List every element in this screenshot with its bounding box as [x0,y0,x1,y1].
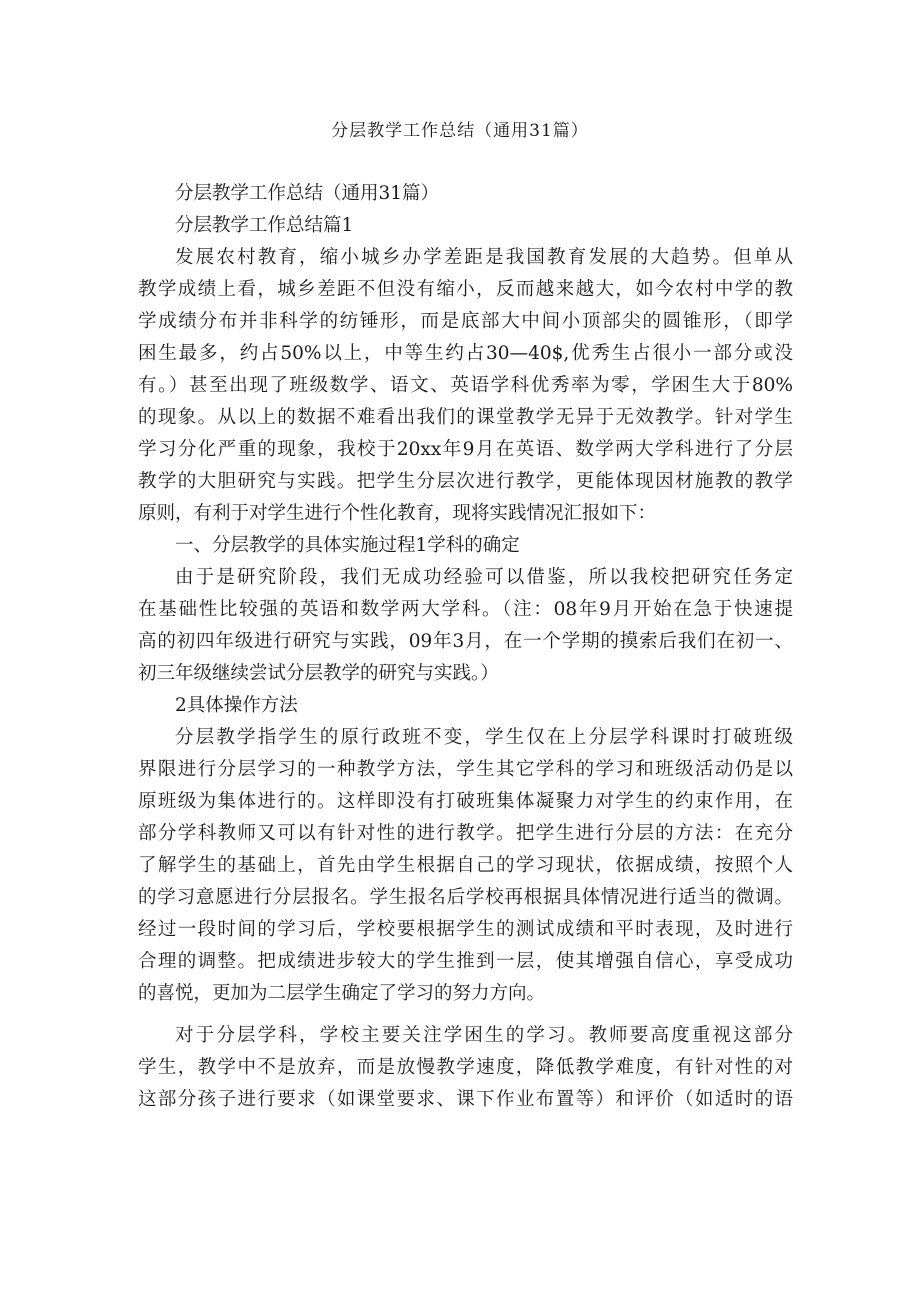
text-line: 初三年级继续尝试分层教学的研究与实践。） [138,663,499,684]
text-line: 学生，教学中不是放弃，而是放慢教学速度，降低教学难度，有针对性的对 [138,1057,793,1078]
text-line: 一、分层教学的具体实施过程1学科的确定 [175,535,520,556]
text-line: 原班级为集体进行的。这样即没有打破班集体凝聚力对学生的约束作用，在 [138,791,793,812]
text-line: 分层教学工作总结篇1 [175,215,354,236]
text-line: 学成绩分布并非科学的纺锤形，而是底部大中间小顶部尖的圆锥形，（即学 [138,311,793,332]
text-line: 原则，有利于对学生进行个性化教育，现将实践情况汇报如下： [138,503,657,524]
text-line: 在基础性比较强的英语和数学两大学科。（注：08年9月开始在急于快速提 [138,599,793,620]
text-line: 的学习意愿进行分层报名。学生报名后学校再根据具体情况进行适当的微调。 [138,887,793,908]
text-line: 对于分层学科，学校主要关注学困生的学习。教师要高度重视这部分 [175,1025,793,1046]
text-line: 教学成绩上看，城乡差距不但没有缩小，反而越来越大，如今农村中学的教 [138,279,793,300]
text-line: 合理的调整。把成绩进步较大的学生推到一层，使其增强自信心，享受成功 [138,951,793,972]
text-line: 高的初四年级进行研究与实践，09年3月，在一个学期的摸索后我们在初一、 [138,631,793,652]
text-line: 的喜悦，更加为二层学生确定了学习的努力方向。 [138,983,546,1004]
text-line: 2具体操作方法 [175,695,298,716]
text-line: 由于是研究阶段，我们无成功经验可以借鉴，所以我校把研究任务定 [175,567,793,588]
text-line: 经过一段时间的学习后，学校要根据学生的测试成绩和平时表现，及时进行 [138,919,793,940]
text-line: 困生最多，约占50%以上，中等生约占30—40$,优秀生占很小一部分或没 [138,343,793,364]
text-line: 有。）甚至出现了班级数学、语文、英语学科优秀率为零，学困生大于80% [138,375,793,396]
text-line: 部分学科教师又可以有针对性的进行教学。把学生进行分层的方法：在充分 [138,823,793,844]
document-body [138,178,793,1116]
text-line: 这部分孩子进行要求（如课堂要求、课下作业布置等）和评价（如适时的语 [138,1089,793,1110]
text-line: 的现象。从以上的数据不难看出我们的课堂教学无异于无效教学。针对学生 [138,407,793,428]
text-line: 教学的大胆研究与实践。把学生分层次进行教学，更能体现因材施教的教学 [138,471,793,492]
text-line: 了解学生的基础上，首先由学生根据自己的学习现状，依据成绩，按照个人 [138,855,793,876]
text-line: 学习分化严重的现象，我校于20xx年9月在英语、数学两大学科进行了分层 [138,439,793,460]
text-line: 发展农村教育，缩小城乡办学差距是我国教育发展的大趋势。但单从 [175,247,793,268]
text-line: 界限进行分层学习的一种教学方法，学生其它学科的学习和班级活动仍是以 [138,759,793,780]
document-title: 分层教学工作总结（通用31篇） [331,121,589,141]
text-line: 分层教学指学生的原行政班不变，学生仅在上分层学科课时打破班级 [175,727,793,748]
text-line: 分层教学工作总结（通用31篇） [175,183,440,204]
